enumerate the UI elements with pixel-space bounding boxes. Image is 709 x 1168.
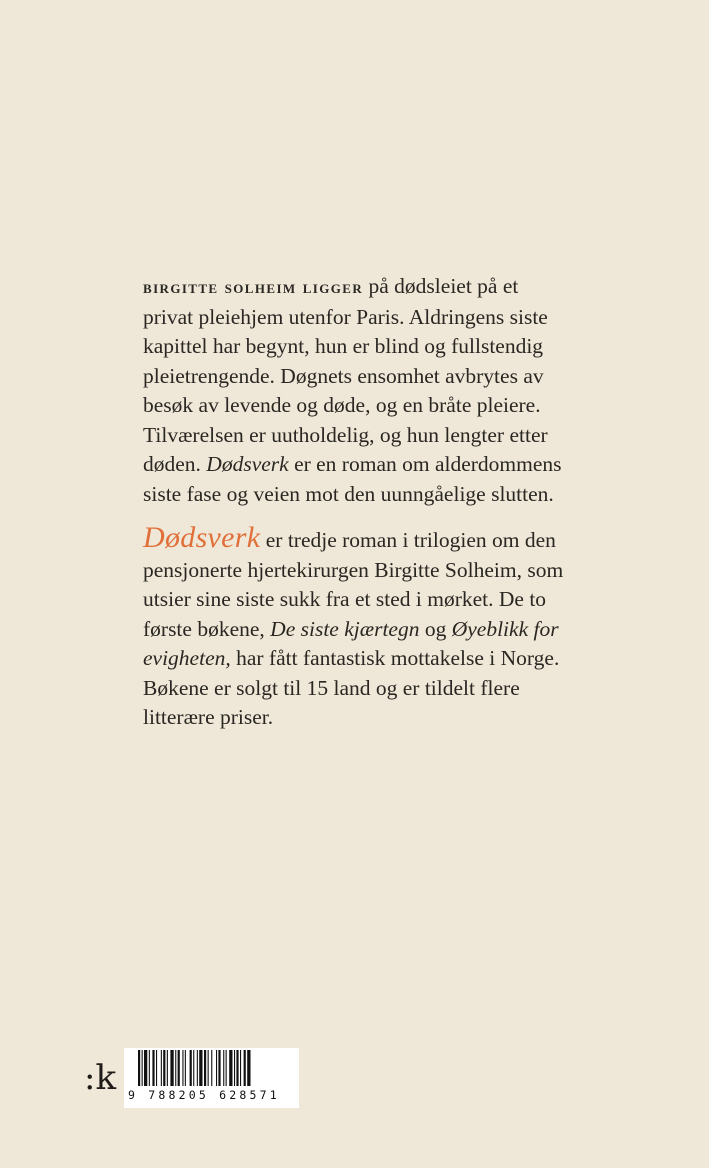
barcode-bar [190,1050,192,1086]
text-line: pleietrengende. Døgnets ensomhet avbrytes av [143,363,544,388]
text-line: pensjonerte hjertekirurgen Birgitte Solheim, som [143,557,564,582]
synopsis-paragraph [143,272,623,509]
barcode-bar [216,1050,217,1086]
book-title-italic: Øyeblikk for [451,616,559,641]
barcode-bar [156,1050,157,1086]
back-cover-text [143,272,623,733]
barcode-bar [240,1050,241,1086]
barcode-bar [236,1050,238,1086]
barcode-bar [193,1050,194,1086]
barcode-bar [185,1050,186,1086]
barcode-bar [208,1050,209,1086]
text-line: utsier sine siste sukk fra et sted i mørket. De to [143,587,547,611]
text-line: kapittel har begynt, hun er blind og fullstendig [143,334,544,358]
text-line: privat pleiehjem utenfor Paris. Aldringens siste [143,304,548,329]
text-span: har fått fantastisk mottakelse i Norge. [230,646,560,670]
barcode-bar [163,1050,165,1086]
text-line: siste fase og veien mot den uunngåelige slutten. [143,481,554,506]
text-line [143,615,623,645]
barcode-bars [138,1050,288,1086]
text-span: døden. [143,452,207,476]
barcode-bar [226,1050,227,1086]
text-span: på dødsleiet på et [363,274,519,298]
barcode-bar [144,1050,147,1086]
barcode-bar [182,1050,183,1086]
book-title-italic: Dødsverk [206,452,289,476]
text-span: første bøkene, [143,616,271,641]
text-line [143,644,623,674]
barcode-bar [247,1050,250,1086]
lead-in-smallcaps: birgitte solheim ligger [143,277,364,298]
text-line: Tilværelsen er uutholdelig, og hun lengter etter [143,422,548,447]
barcode-bar [142,1050,143,1086]
text-span: er en roman om alderdommens [288,452,562,476]
barcode-bar [211,1050,212,1086]
barcode-bar [197,1050,198,1086]
text-line: besøk av levende og døde, og en bråte pleiere. [143,393,541,417]
trilogy-paragraph [143,523,623,733]
text-line: litterære priser. [143,705,274,729]
barcode-bar [167,1050,168,1086]
barcode-bar [138,1050,140,1086]
text-span: er tredje roman i trilogien om den [260,528,556,552]
isbn-barcode [124,1048,299,1108]
barcode-bar [161,1050,162,1086]
highlighted-title: Dødsverk [143,521,261,554]
text-line [143,272,623,303]
barcode-bar [218,1050,220,1086]
text-line [143,450,623,480]
barcode-bar [204,1050,206,1086]
barcode-bar [244,1050,246,1086]
barcode-bar [152,1050,154,1086]
barcode-bar [175,1050,176,1086]
barcode-bar [199,1050,202,1086]
barcode-bar [229,1050,232,1086]
text-line: Bøkene er solgt til 15 land og er tildelt flere [143,675,520,700]
isbn-number: 9 788205 628571 [128,1088,280,1102]
barcode-bar [234,1050,235,1086]
text-line [143,523,623,556]
barcode-bar [149,1050,150,1086]
book-title-italic: De siste kjærtegn [270,616,420,641]
barcode-bar [178,1050,180,1086]
barcode-bar [170,1050,173,1086]
text-span: og [419,616,452,641]
book-title-italic: evigheten, [143,646,231,670]
publisher-logo: :k [84,1058,117,1098]
barcode-bar [223,1050,224,1086]
